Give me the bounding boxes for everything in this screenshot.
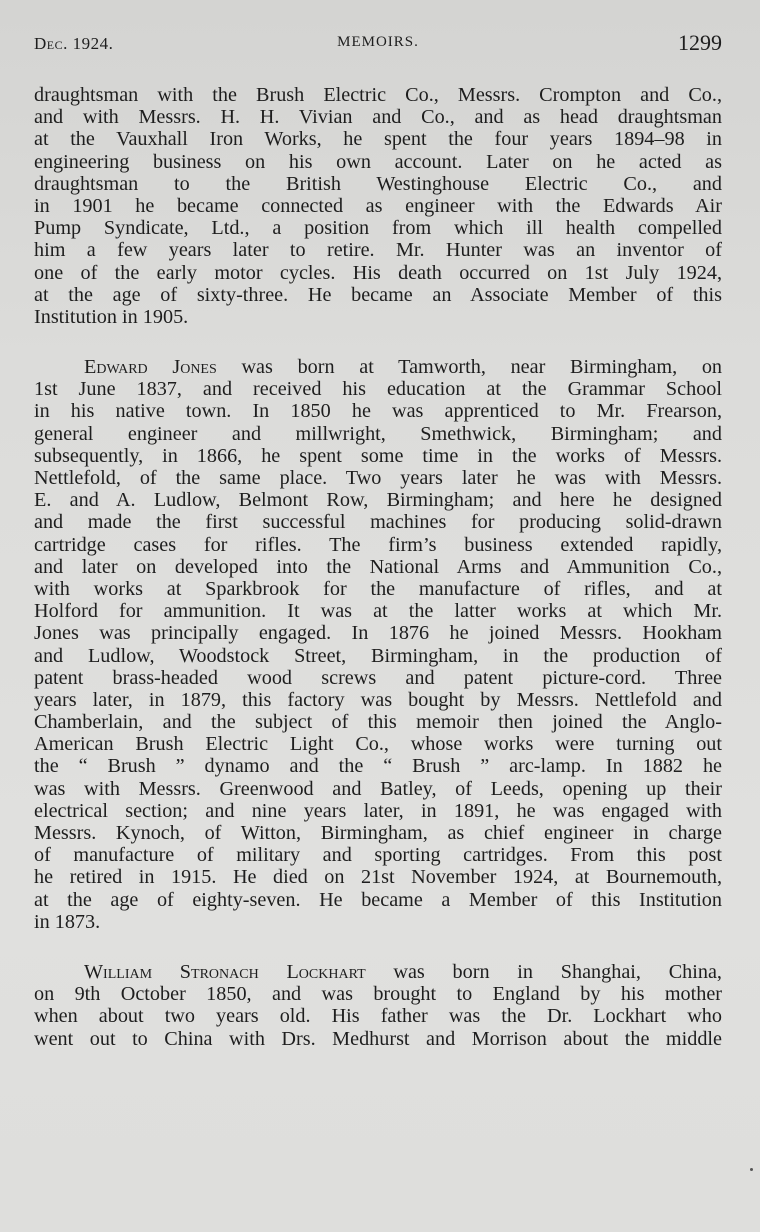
text-line: Nettlefold, of the same place. Two years later he was with Messrs. [34,467,722,489]
text-line: when about two years old. His father was the Dr. Lockhart who [34,1005,722,1028]
text-line: Pump Syndicate, Ltd., a position from which ill health compelled [34,217,722,240]
text-line: Chamberlain, and the subject of this memoir then joined the Anglo- [34,711,722,734]
text-line: general engineer and millwright, Smethwick, Birmingham; and [34,422,722,445]
text-line: draughtsman to the British Westinghouse Electric Co., and [34,172,722,195]
text-line: cartridge cases for rifles. The firm’s business extended rapidly, [34,533,722,556]
text-line: E. and A. Ludlow, Belmont Row, Birmingham; and here he designed [34,489,722,512]
paragraph-hunter [34,84,722,328]
text-line: of manufacture of military and sporting cartridges. From this post [34,844,722,867]
text-line: him a few years later to retire. Mr. Hunter was an inventor of [34,239,722,262]
text-line: subsequently, in 1866, he spent some time in the works of Messrs. [34,444,722,467]
body-text [34,84,722,1050]
text-line: electrical section; and nine years later, in 1891, he was engaged with [34,799,722,822]
text-line: Jones was principally engaged. In 1876 he joined Messrs. Hookham [34,622,722,645]
text-line: Holford for ammunition. It was at the latter works at which Mr. [34,600,722,623]
text-line: the “ Brush ” dynamo and the “ Brush ” arc-lamp. In 1882 he [34,755,722,778]
text-line: in 1873. [34,910,101,933]
text-line: in 1901 he became connected as engineer with the Edwards Air [34,194,722,217]
text-line: at the age of eighty-seven. He became a Member of this Institution [34,888,722,911]
text-line: draughtsman with the Brush Electric Co., Messrs. Crompton and Co., [34,84,722,106]
page-number: 1299 [678,30,722,55]
text-line: Institution in 1905. [34,305,189,328]
header-section-title: MEMOIRS. [337,34,419,50]
text-line: and with Messrs. H. H. Vivian and Co., and as head draughtsman [34,106,722,129]
text-line: was with Messrs. Greenwood and Batley, of Leeds, opening up their [34,777,722,800]
text-line: and later on developed into the National Arms and Ammunition Co., [34,555,722,578]
text-line: Messrs. Kynoch, of Witton, Birmingham, as chief engineer in charge [34,822,722,844]
memoir-name: Edward Jones [84,356,217,379]
text-line: at the Vauxhall Iron Works, he spent the four years 1894–98 in [34,128,722,151]
text-line: years later, in 1879, this factory was bought by Messrs. Nettlefold and [34,688,722,711]
text-line: patent brass-headed wood screws and patent picture-cord. Three [34,666,722,689]
first-line [34,356,722,378]
paragraph-lockhart [34,961,722,1050]
text-line: in his native town. In 1850 he was apprenticed to Mr. Frearson, [34,400,722,423]
text-line: at the age of sixty-three. He became an Associate Member of this [34,283,722,306]
speck [750,1168,753,1171]
text-line: and made the first successful machines for producing solid-drawn [34,511,722,534]
paragraph-edward-jones [34,356,722,933]
text-line: on 9th October 1850, and was brought to England by his mother [34,983,722,1006]
text-line: and Ludlow, Woodstock Street, Birmingham, in the production of [34,644,722,667]
text-line: with works at Sparkbrook for the manufacture of rifles, and at [34,577,722,600]
text-line: 1st June 1837, and received his education at the Grammar School [34,378,722,401]
first-line [34,961,722,983]
text-line: he retired in 1915. He died on 21st November 1924, at Bournemouth, [34,866,722,889]
text-line: one of the early motor cycles. His death occurred on 1st July 1924, [34,261,722,284]
memoir-name: William Stronach Lockhart [84,960,366,983]
header-date: Dec. 1924. [34,34,114,53]
text-line: engineering business on his own account. Later on he acted as [34,150,722,173]
running-head [34,30,722,54]
text-line: went out to China with Drs. Medhurst and Morrison about the middle [34,1027,722,1050]
text-line: American Brush Electric Light Co., whose works were turning out [34,733,722,756]
first-line-text: was born in Shanghai, China, [365,960,722,983]
first-line-text: was born at Tamworth, near Birmingham, on [216,356,723,379]
